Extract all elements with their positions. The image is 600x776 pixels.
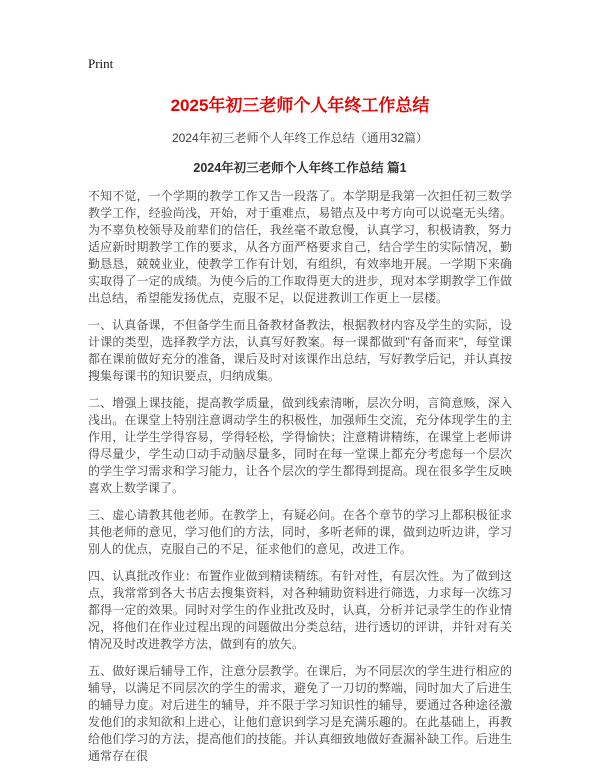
page-title: 2025年初三老师个人年终工作总结 [170, 96, 430, 115]
body-paragraph: 四、认真批改作业：布置作业做到精读精练。有针对性，有层次性。为了做到这点，我常常到各大书店去搜集资料，对各种辅助资料进行筛选，力求每一次练习都得一定的效果。同时对学生的作业批改及时，认真，分析并记录学生的作业情况，将他们在作业过程出现的问题做出分类总结，进行透切的评讲，并针对有关情况及时改进教学方法，做到有的放矢。 [88, 568, 512, 651]
section-heading: 2024年初三老师个人年终工作总结 篇1 [193, 160, 407, 175]
page-subtitle: 2024年初三老师个人年终工作总结（通用32篇） [171, 131, 429, 146]
print-button[interactable]: Print [88, 56, 114, 71]
body-paragraph: 一、认真备课，不但备学生而且备教材备教法，根据教材内容及学生的实际，设计课的类型，选择教学方法，认真写好教案。每一课都做到"有备而来"，每堂课都在课前做好充分的准备，课后及时对该课作出总结，写好教学后记，并认真按搜集每课书的知识要点，归纳成集。 [88, 317, 512, 383]
body-paragraph: 三、虚心请教其他老师。在教学上，有疑必问。在各个章节的学习上都积极征求其他老师的意见，学习他们的方法，同时，多听老师的课，做到边听边讲，学习别人的优点，克服自己的不足，征求他们的意见，改进工作。 [88, 507, 512, 556]
body-paragraph: 不知不觉，一个学期的教学工作又告一段落了。本学期是我第一次担任初三数学教学工作，经验尚浅，开始，对于重难点，易错点及中考方向可以说毫无头绪。为不辜负校领导及前辈们的信任，我丝毫不敢怠慢，认真学习，积极请教，努力适应新时期教学工作的要求，从各方面严格要求自己，结合学生的实际情况，勤勤恳恳，兢兢业业，使教学工作有计划，有组织，有效率地开展。一学期下来确实取得了一定的成绩。为使今后的工作取得更大的进步，现对本学期教学工作做出总结，希望能发扬优点，克服不足，以促进教训工作更上一层楼。 [88, 188, 512, 305]
body-paragraph: 二、增强上课技能，提高教学质量，做到线索清晰，层次分明，言简意赅，深入浅出。在课堂上特别注意调动学生的积极性，加强师生交流，充分体现学生的主作用，让学生学得容易，学得轻松，学得愉快；注意精讲精练，在课堂上老师讲得尽量少，学生动口动手动脑尽量多，同时在每一堂课上都充分考虑每一个层次的学生学习需求和学习能力，让各个层次的学生都得到提高。现在很多学生反映喜欢上数学课了。 [88, 395, 512, 495]
document-body [88, 188, 512, 765]
body-paragraph: 五、做好课后辅导工作，注意分层教学。在课后，为不同层次的学生进行相应的辅导，以满足不同层次的学生的需求，避免了一刀切的弊端，同时加大了后进生的辅导力度。对后进生的辅导，并不限于学习知识性的辅导，要通过各种途径激发他们的求知欲和上进心，让他们意识到学习是充满乐趣的。在此基础上，再教给他们学习的方法，提高他们的技能。并认真细致地做好查漏补缺工作。后进生通常存在很 [88, 663, 512, 763]
